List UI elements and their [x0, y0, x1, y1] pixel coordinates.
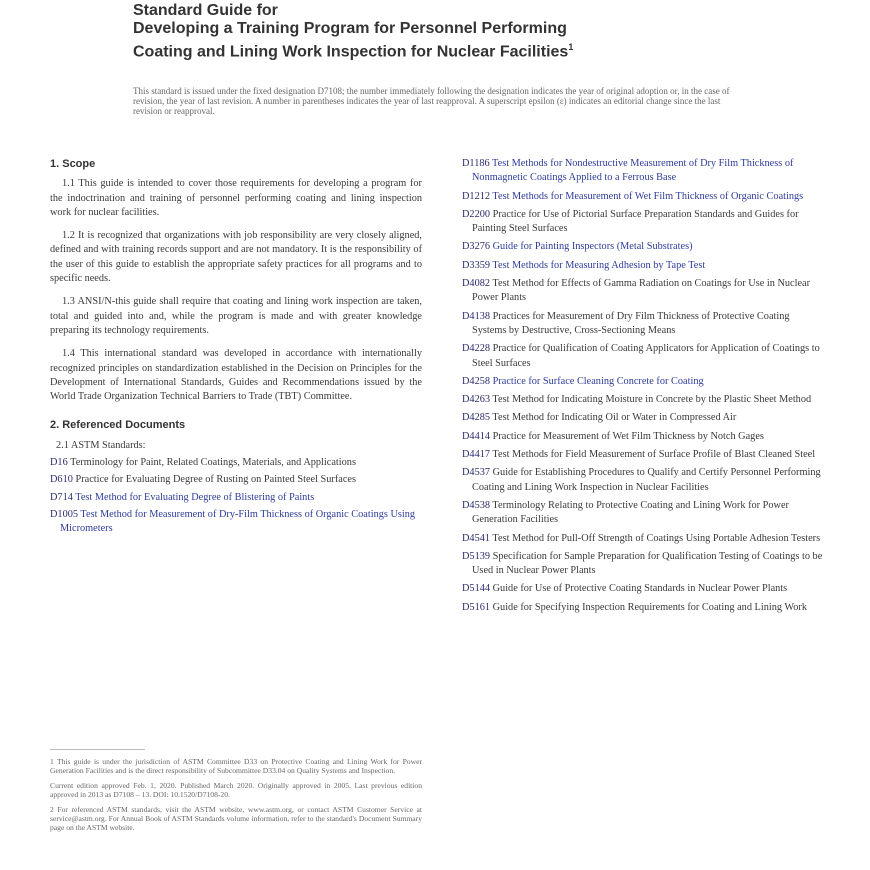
reference-designation[interactable]: D4263 [462, 394, 491, 406]
reference-designation[interactable]: D4537 [462, 467, 491, 479]
scope-paragraph: 1.2 It is recognized that organizations with job responsibility are very closely aligned, defined and with training records support and are not mandatory. It is the responsibility of the user of this guide to establish the appropriate safety practices for all programs and to specific needs. [50, 230, 422, 285]
reference-designation[interactable]: D4414 [462, 430, 491, 442]
reference-designation[interactable]: D4138 [462, 310, 491, 322]
reference-link[interactable]: Test Method for Measurement of Dry-Film Thickness of Organic Coatings Using Micrometers [60, 508, 416, 535]
reference-designation[interactable]: D2200 [462, 208, 491, 220]
reference-title: Practice for Measurement of Wet Film Thickness by Notch Gages [492, 430, 764, 442]
reference-title: Terminology Relating to Protective Coating and Lining Work for Power Generation Facilities [472, 499, 789, 526]
reference-item [462, 550, 824, 579]
document-title-line-1: Developing a Training Program for Personnel Performing [133, 20, 567, 37]
scope-paragraph: 1.1 This guide is intended to cover those requirements for developing a program for the indoctrination and training of personnel performing coating and lining inspection work for nuclear facilities. [50, 178, 422, 218]
reference-item [462, 466, 824, 495]
reference-designation[interactable]: D4541 [462, 532, 491, 544]
title-footnote-marker: 1 [568, 42, 574, 52]
reference-item [462, 582, 824, 596]
scope-paragraph: 1.4 This international standard was developed in accordance with internationally recognized principles on standardization established in the Decision on Principles for the Development of International Standards, Guides and Recommendations issued by the World Trade Organization Technical Barriers to Trade (TBT) Committee. [50, 348, 422, 403]
reference-designation[interactable]: D5144 [462, 583, 491, 595]
reference-designation[interactable]: D5161 [462, 601, 491, 613]
footnotes [50, 757, 422, 838]
reference-link[interactable]: Test Methods for Measurement of Wet Film Thickness of Organic Coatings [492, 190, 804, 202]
reference-item [462, 411, 824, 425]
reference-designation[interactable]: D4082 [462, 278, 491, 290]
reference-item [462, 240, 824, 254]
reference-title: Practice for Evaluating Degree of Rusting on Painted Steel Surfaces [75, 474, 356, 486]
reference-designation[interactable]: D714 [50, 491, 73, 503]
reference-item [462, 532, 824, 546]
section-1-heading: 1. Scope [50, 158, 96, 170]
reference-link[interactable]: Test Method for Evaluating Degree of Blistering of Paints [75, 491, 315, 503]
reference-designation[interactable]: D16 [50, 457, 68, 469]
reference-designation[interactable]: D4228 [462, 343, 491, 355]
reference-item [462, 375, 824, 389]
designation-note: This standard is issued under the fixed designation D7108; the number immediately following the designation indicates the year of original adoption or, in the case of revision, the year of last revision. A number in parentheses indicates the year of last reapproval. A superscript epsilon (ε) indicates an editorial change since the last revision or reapproval. [133, 86, 730, 116]
reference-title: Practices for Measurement of Dry Film Thickness of Protective Coating Systems by Destructive, Cross-Sectioning Means [472, 310, 790, 336]
section-2-heading: 2. Referenced Documents [50, 419, 186, 432]
reference-designation[interactable]: D1212 [462, 190, 491, 202]
footnote: 2 For referenced ASTM standards, visit the ASTM website, www.astm.org, or contact ASTM Customer Service at service@astm.org. For Annual Book of ASTM Standards volume information, refer to the standard's Document Summary page on the ASTM website. [50, 804, 422, 833]
reference-item [462, 259, 824, 273]
reference-designation[interactable]: D4417 [462, 449, 491, 461]
reference-designation[interactable]: D3276 [462, 241, 491, 253]
reference-title: Test Methods for Field Measurement of Surface Profile of Blast Cleaned Steel [492, 449, 816, 461]
reference-item [462, 157, 824, 186]
reference-title: Practice for Use of Pictorial Surface Preparation Standards and Guides for Painting Steel Surfaces [472, 208, 799, 235]
reference-item [462, 342, 824, 371]
reference-designation[interactable]: D4258 [462, 375, 491, 387]
reference-title: Guide for Establishing Procedures to Qualify and Certify Personnel Performing Coating and Lining Work Inspection in Nuclear Facilities [472, 467, 821, 493]
reference-title: Test Method for Effects of Gamma Radiation on Coatings for Use in Nuclear Power Plants [472, 278, 811, 304]
reference-title: Test Method for Pull-Off Strength of Coatings Using Portable Adhesion Testers [492, 532, 821, 544]
reference-item [50, 491, 422, 505]
reference-item [50, 473, 422, 487]
right-column [462, 157, 824, 619]
footnote: Current edition approved Feb. 1, 2020. Published March 2020. Originally approved in 2005. Last previous edition approved in 2013 as D7108 – 13. DOI: 10.1520/D7108-20. [50, 780, 422, 800]
astm-standards-subheading: 2.1 ASTM Standards: [56, 439, 146, 451]
reference-designation[interactable]: D610 [50, 474, 73, 486]
reference-item [50, 456, 422, 470]
reference-designation[interactable]: D4538 [462, 499, 491, 511]
scope-paragraph: 1.3 ANSI/N-this guide shall require that coating and lining work inspection are taken, total and guided into and, while the program is made and with greater knowledge preparing its technology requirements. [50, 296, 422, 336]
title-line-2-text: Coating and Lining Work Inspection for Nuclear Facilities [133, 43, 569, 61]
reference-item [462, 430, 824, 444]
reference-item [462, 448, 824, 462]
footnote: 1 This guide is under the jurisdiction of ASTM Committee D33 on Protective Coating and Lining Work for Power Generation Facilities and is the direct responsibility of Subcommittee D33.04 on Quality Systems and Inspection. [50, 757, 422, 776]
reference-item [462, 190, 824, 204]
reference-title: Guide for Use of Protective Coating Standards in Nuclear Power Plants [492, 583, 788, 595]
reference-designation[interactable]: D1186 [462, 158, 490, 169]
reference-title: Specification for Sample Preparation for Qualification Testing of Coatings to be Used in Nuclear Power Plants [472, 550, 823, 577]
reference-link[interactable]: Practice for Surface Cleaning Concrete for Coating [492, 375, 704, 387]
reference-designation[interactable]: D5139 [462, 550, 491, 562]
reference-title: Test Method for Indicating Moisture in Concrete by the Plastic Sheet Method [492, 394, 812, 406]
reference-item [462, 393, 824, 407]
reference-designation[interactable]: D4285 [462, 412, 491, 424]
reference-item [462, 499, 824, 528]
reference-item [462, 310, 824, 339]
document-designation: Standard Guide for [133, 2, 278, 19]
reference-link[interactable]: Test Methods for Nondestructive Measurement of Dry Film Thickness of Nonmagnetic Coatings Applied to a Ferrous Base [472, 158, 794, 184]
document-title-line-2 [133, 38, 773, 61]
reference-title: Test Method for Indicating Oil or Water in Compressed Air [492, 412, 737, 424]
left-column [50, 157, 422, 540]
reference-title: Terminology for Paint, Related Coatings, Materials, and Applications [70, 457, 356, 469]
document-title-block [133, 2, 773, 61]
reference-link[interactable]: Test Methods for Measuring Adhesion by Tape Test [492, 259, 706, 271]
reference-title: Guide for Specifying Inspection Requirements for Coating and Lining Work [492, 601, 808, 613]
reference-item [50, 508, 422, 537]
reference-link[interactable]: Guide for Painting Inspectors (Metal Substrates) [492, 241, 693, 253]
reference-item [462, 277, 824, 306]
reference-title: Practice for Qualification of Coating Applicators for Application of Coatings to Steel Surfaces [472, 343, 820, 369]
footnote-divider [50, 749, 145, 750]
reference-designation[interactable]: D3359 [462, 259, 491, 271]
reference-designation[interactable]: D1005 [50, 508, 79, 520]
reference-item [462, 208, 824, 237]
reference-item [462, 601, 824, 615]
